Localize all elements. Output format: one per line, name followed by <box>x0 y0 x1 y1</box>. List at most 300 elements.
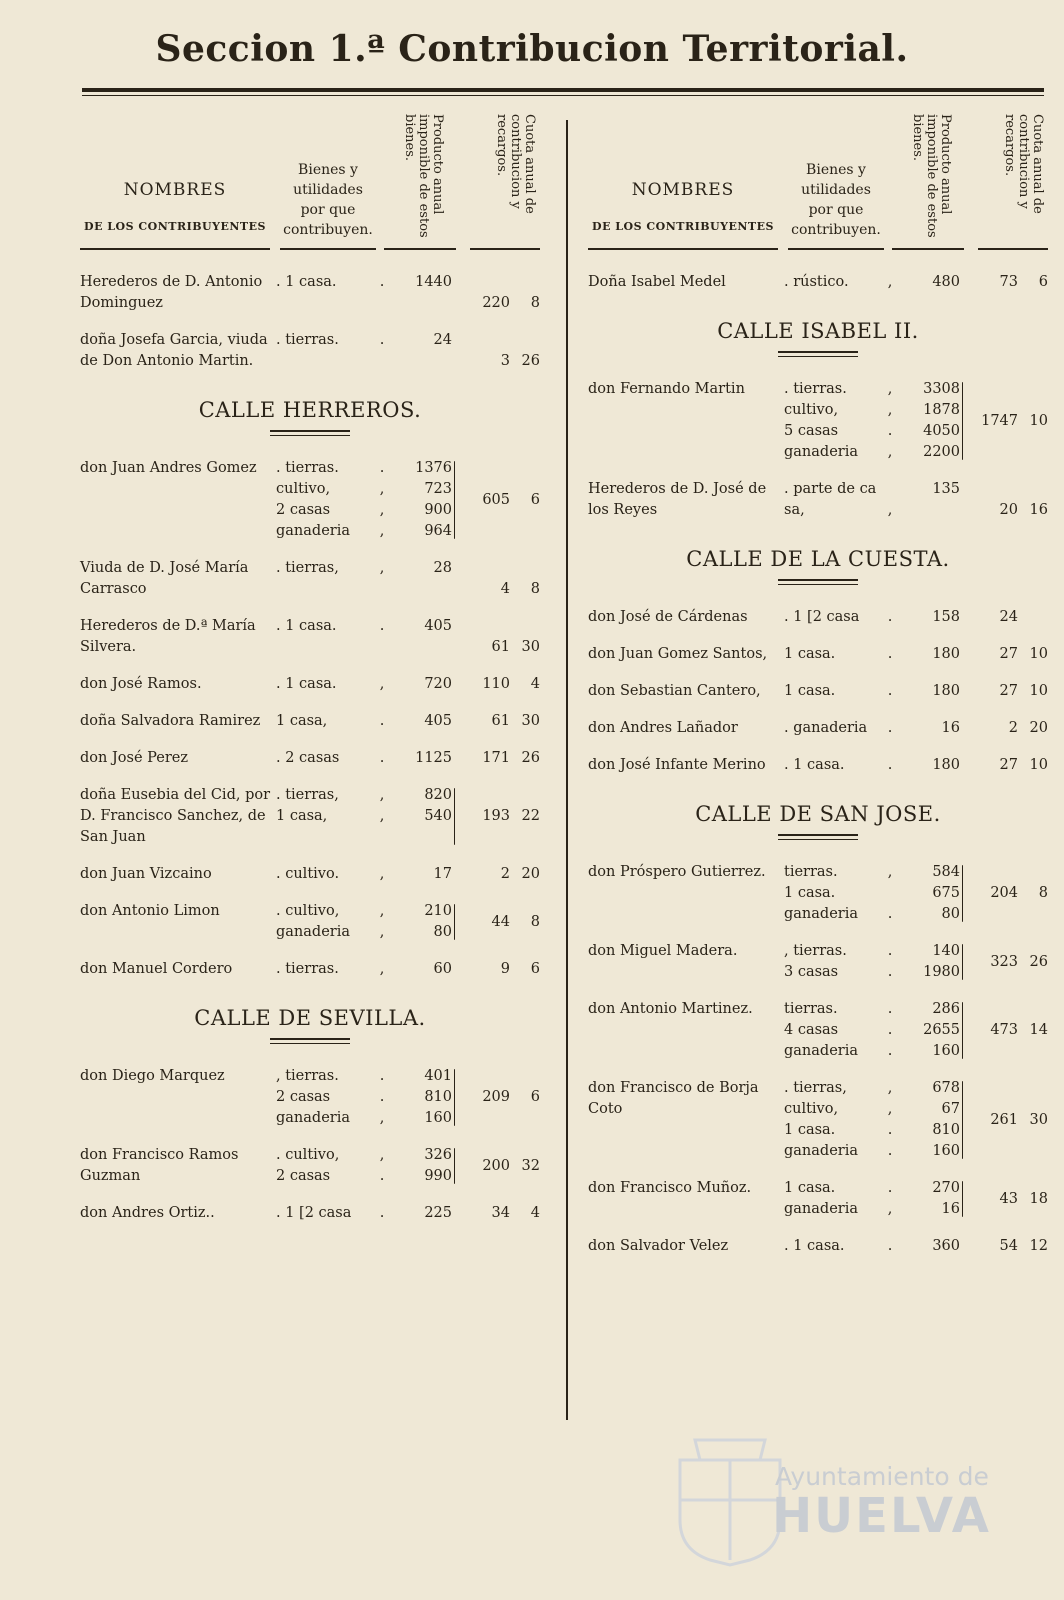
cuota-reales: 2 <box>1008 720 1018 736</box>
property-label: ganaderia <box>784 1043 858 1059</box>
cuota-cell <box>970 941 1048 983</box>
taxpayer-entry <box>588 1078 1048 1162</box>
property-items <box>276 272 390 314</box>
taxpayer-entry <box>80 711 540 732</box>
product-value: 810 <box>424 1089 452 1105</box>
cuota-reales: 9 <box>500 961 510 977</box>
header-underline-1 <box>280 248 376 250</box>
property-label: 4 casas <box>784 1022 839 1038</box>
property-item <box>784 272 898 293</box>
cuota-cell <box>970 681 1048 702</box>
street-heading: CALLE ISABEL II. <box>717 319 919 343</box>
taxpayer-entry <box>80 959 540 980</box>
cuota-reales: 27 <box>999 646 1018 662</box>
product-values <box>390 1066 452 1129</box>
brace <box>960 379 970 463</box>
property-items <box>784 479 898 521</box>
property-label: 5 casas <box>784 423 839 439</box>
property-item <box>276 1203 390 1224</box>
cuota-reales: 2 <box>500 866 510 882</box>
column-header <box>80 100 540 252</box>
property-item <box>784 479 898 500</box>
cuota-cell <box>462 711 540 732</box>
cuota-maravedis: 12 <box>1029 1238 1048 1254</box>
property-item <box>276 616 390 637</box>
property-mark: , <box>887 381 893 397</box>
watermark-line1: Ayuntamiento de <box>775 1462 989 1491</box>
product-value: 810 <box>932 1122 960 1138</box>
taxpayer-name: don Próspero Gutierrez. <box>588 864 766 880</box>
taxpayer-entry <box>80 1203 540 1224</box>
brace <box>960 681 970 702</box>
cuota-cell <box>970 379 1048 463</box>
cuota-maravedis: 8 <box>1038 885 1048 901</box>
header-underline-2 <box>384 248 456 250</box>
cuota-reales: 110 <box>482 676 510 692</box>
cuota-cell <box>970 644 1048 665</box>
property-mark: , <box>887 1080 893 1096</box>
property-item <box>784 1078 898 1099</box>
cuota-cell <box>970 607 1048 628</box>
cuota-cell <box>462 785 540 848</box>
property-item <box>276 479 390 500</box>
property-mark: . <box>887 1238 893 1254</box>
property-label: 1 casa. <box>784 1180 836 1196</box>
product-value: 584 <box>932 864 960 880</box>
cuota-maravedis: 32 <box>521 1157 540 1174</box>
property-mark: , <box>887 502 893 518</box>
product-value: 17 <box>433 866 452 882</box>
cuota-maravedis: 8 <box>530 295 540 311</box>
property-label: . 1 casa. <box>276 676 337 692</box>
cuota-maravedis: 6 <box>530 1089 540 1105</box>
product-values <box>390 458 452 542</box>
product-value: 675 <box>932 885 960 901</box>
property-mark: . <box>887 646 893 662</box>
cuota-reales: 44 <box>491 913 510 930</box>
property-mark: . <box>887 964 893 980</box>
property-label: 1 casa. <box>784 646 836 662</box>
product-values <box>390 674 452 695</box>
property-item <box>276 806 390 827</box>
taxpayer-name: don Miguel Madera. <box>588 943 738 959</box>
brace <box>960 644 970 665</box>
cuota-cell <box>970 1078 1048 1162</box>
street-heading: CALLE DE SEVILLA. <box>194 1006 426 1030</box>
property-item <box>784 681 898 702</box>
header-names-sub: DE LOS CONTRIBUYENTES <box>592 220 774 233</box>
cuota-cell <box>970 1178 1048 1220</box>
taxpayer-name: Viuda de D. José María Carrasco <box>80 560 249 597</box>
product-value: 270 <box>932 1180 960 1196</box>
cuota-reales: 20 <box>999 502 1018 518</box>
product-values <box>390 616 452 658</box>
property-mark: . <box>379 1068 385 1084</box>
brace <box>960 718 970 739</box>
taxpayer-name: don Diego Marquez <box>80 1068 225 1084</box>
property-items <box>276 959 390 980</box>
taxpayer-entry <box>588 681 1048 702</box>
property-item <box>784 1120 898 1141</box>
property-item <box>276 959 390 980</box>
property-mark: , <box>379 808 385 824</box>
cuota-cell <box>462 272 540 314</box>
taxpayer-entry <box>588 941 1048 983</box>
property-mark: . <box>887 1001 893 1017</box>
property-label: . ganaderia <box>784 720 868 736</box>
brace <box>960 1236 970 1257</box>
taxpayer-name: don Antonio Martinez. <box>588 1001 753 1017</box>
property-item <box>784 500 898 521</box>
cuota-cell <box>462 1066 540 1129</box>
page-title: Seccion 1.ª Contribucion Territorial. <box>155 28 909 70</box>
product-values <box>390 864 452 885</box>
property-mark: . <box>887 683 893 699</box>
product-value: 964 <box>424 523 452 539</box>
property-items <box>784 607 898 628</box>
brace <box>960 941 970 983</box>
cuota-maravedis: 6 <box>530 961 540 977</box>
product-values <box>898 607 960 628</box>
property-label: . 1 [2 casa <box>276 1205 352 1221</box>
property-mark: . <box>887 609 893 625</box>
group-spacer <box>588 252 1048 272</box>
header-bienes: Bienes y utilidades por que contribuyen. <box>791 162 881 238</box>
property-items <box>276 711 390 732</box>
property-items <box>276 674 390 695</box>
brace <box>960 862 970 925</box>
taxpayer-entry <box>80 558 540 600</box>
property-mark: . <box>887 757 893 773</box>
cuota-reales: 34 <box>491 1205 510 1221</box>
product-value: 180 <box>932 646 960 662</box>
product-values <box>898 379 960 463</box>
header-underline-3 <box>470 248 540 250</box>
property-items <box>784 941 898 983</box>
product-values <box>898 718 960 739</box>
taxpayer-name: doña Salvadora Ramirez <box>80 713 261 729</box>
header-producto: Producto anual imponible de estos bienes. <box>402 114 445 238</box>
property-item <box>784 1199 898 1220</box>
property-label: . 1 [2 casa <box>784 609 860 625</box>
property-label: ganaderia <box>784 1201 858 1217</box>
property-item <box>276 922 390 943</box>
taxpayer-entry <box>80 458 540 542</box>
property-items <box>784 272 898 293</box>
property-items <box>784 1078 898 1162</box>
taxpayer-name: don José de Cárdenas <box>588 609 748 625</box>
cuota-maravedis: 20 <box>521 866 540 882</box>
header-underline-2 <box>892 248 964 250</box>
cuota-cell <box>462 901 540 943</box>
property-mark: , <box>887 1201 893 1217</box>
property-item <box>276 901 390 922</box>
brace <box>452 1145 462 1187</box>
brace <box>452 1066 462 1129</box>
cuota-maravedis: 18 <box>1029 1190 1048 1207</box>
property-label: ganaderia <box>784 1143 858 1159</box>
property-item <box>276 330 390 351</box>
property-mark: , <box>887 1101 893 1117</box>
property-mark: , <box>379 961 385 977</box>
property-label: ganaderia <box>276 523 350 539</box>
brace <box>960 755 970 776</box>
cuota-reales: 473 <box>990 1022 1018 1038</box>
property-mark: . <box>887 943 893 959</box>
property-label: 2 casas <box>276 502 331 518</box>
taxpayer-name: don Manuel Cordero <box>80 961 233 977</box>
property-label: . tierras, <box>276 560 339 576</box>
product-values <box>390 959 452 980</box>
taxpayer-name: don Andres Ortiz.. <box>80 1205 215 1221</box>
brace <box>452 458 462 542</box>
cuota-cell <box>970 479 1048 521</box>
product-values <box>898 479 960 521</box>
cuota-cell <box>462 616 540 658</box>
product-value: 990 <box>424 1168 452 1184</box>
property-item <box>784 379 898 400</box>
property-mark: , <box>379 523 385 539</box>
property-mark: , <box>379 924 385 940</box>
product-value: 405 <box>424 713 452 729</box>
cuota-maravedis: 16 <box>1029 502 1048 518</box>
property-label: . tierras. <box>784 381 847 397</box>
cuota-reales: 54 <box>999 1238 1018 1254</box>
property-label: . 1 casa. <box>276 618 337 634</box>
brace <box>452 558 462 600</box>
street-ornament <box>778 834 858 840</box>
property-items <box>276 901 390 943</box>
property-items <box>784 718 898 739</box>
product-values <box>898 755 960 776</box>
property-mark: . <box>379 1205 385 1221</box>
product-values <box>390 785 452 848</box>
cuota-cell <box>462 458 540 542</box>
product-value: 180 <box>932 683 960 699</box>
cuota-reales: 209 <box>482 1089 510 1105</box>
product-value: 286 <box>932 1001 960 1017</box>
brace <box>960 1078 970 1162</box>
property-items <box>276 1066 390 1129</box>
brace <box>452 674 462 695</box>
cuota-maravedis: 20 <box>1029 720 1048 736</box>
cuota-reales: 193 <box>482 808 510 824</box>
property-label: ganaderia <box>784 444 858 460</box>
product-values <box>390 1203 452 1224</box>
header-underline-0 <box>588 248 778 250</box>
brace <box>960 272 970 293</box>
property-item <box>784 999 898 1020</box>
header-underline-3 <box>978 248 1048 250</box>
property-mark: , <box>379 787 385 803</box>
property-label: . tierras, <box>276 787 339 803</box>
property-item <box>276 558 390 579</box>
taxpayer-name: don Francisco Ramos Guzman <box>80 1147 239 1184</box>
property-item <box>276 521 390 542</box>
product-value: 360 <box>932 1238 960 1254</box>
taxpayer-name: don José Perez <box>80 750 188 766</box>
property-label: . 1 casa. <box>784 1238 845 1254</box>
cuota-cell <box>970 272 1048 293</box>
property-item <box>784 883 898 904</box>
property-items <box>784 1236 898 1257</box>
property-label: . tierras. <box>276 332 339 348</box>
cuota-cell <box>462 959 540 980</box>
property-item <box>784 862 898 883</box>
cuota-reales: 73 <box>999 274 1018 290</box>
product-values <box>898 1078 960 1162</box>
product-value: 2655 <box>923 1022 960 1038</box>
brace <box>452 1203 462 1224</box>
brace <box>452 330 462 372</box>
product-values <box>898 272 960 293</box>
product-values <box>390 558 452 600</box>
property-item <box>784 1041 898 1062</box>
cuota-cell <box>462 1203 540 1224</box>
title-rule-thin <box>82 95 1044 96</box>
cuota-reales: 61 <box>491 639 510 655</box>
product-value: 723 <box>424 481 452 497</box>
product-value: 1440 <box>415 274 452 290</box>
taxpayer-entry <box>80 901 540 943</box>
header-names-label: NOMBRES <box>631 180 735 200</box>
property-label: , tierras. <box>784 943 847 959</box>
property-mark: . <box>887 720 893 736</box>
property-item <box>276 785 390 806</box>
product-values <box>898 681 960 702</box>
cuota-maravedis: 22 <box>521 808 540 824</box>
property-mark: , <box>379 866 385 882</box>
product-values <box>390 330 452 372</box>
brace <box>960 999 970 1062</box>
product-value: 720 <box>424 676 452 692</box>
property-mark: . <box>379 713 385 729</box>
taxpayer-entry <box>588 1236 1048 1257</box>
product-value: 1125 <box>415 750 452 766</box>
street-ornament <box>778 579 858 585</box>
product-value: 180 <box>932 757 960 773</box>
property-label: . cultivo, <box>276 903 340 919</box>
cuota-maravedis: 26 <box>1029 953 1048 970</box>
property-label: ganaderia <box>276 924 350 940</box>
property-label: . tierras. <box>276 460 339 476</box>
taxpayer-entry <box>588 999 1048 1062</box>
product-values <box>898 1178 960 1220</box>
street-ornament <box>778 351 858 357</box>
property-item <box>784 644 898 665</box>
property-label: . 2 casas <box>276 750 340 766</box>
property-item <box>784 755 898 776</box>
property-label: . parte de ca <box>784 481 877 497</box>
product-values <box>390 711 452 732</box>
cuota-cell <box>970 999 1048 1062</box>
property-label: tierras. <box>784 864 838 880</box>
taxpayer-entry <box>80 864 540 885</box>
property-label: cultivo, <box>784 1101 839 1117</box>
cuota-reales: 605 <box>482 491 510 508</box>
cuota-reales: 24 <box>999 609 1018 625</box>
taxpayer-name: don Juan Vizcaino <box>80 866 212 882</box>
product-value: 67 <box>941 1101 960 1117</box>
property-mark: . <box>887 906 893 922</box>
property-mark: . <box>887 423 893 439</box>
cuota-maravedis: 8 <box>530 913 540 930</box>
property-item <box>784 1141 898 1162</box>
header-underline-0 <box>80 248 270 250</box>
product-value: 210 <box>424 903 452 919</box>
property-label: . tierras, <box>784 1080 847 1096</box>
product-values <box>898 644 960 665</box>
taxpayer-entry <box>588 479 1048 521</box>
product-values <box>390 1145 452 1187</box>
header-names-sub: DE LOS CONTRIBUYENTES <box>84 220 266 233</box>
property-mark: . <box>379 460 385 476</box>
property-items <box>276 785 390 848</box>
taxpayer-entry <box>80 674 540 695</box>
cuota-maravedis: 6 <box>1038 274 1048 290</box>
property-label: ganaderia <box>276 1110 350 1126</box>
property-mark: . <box>887 1022 893 1038</box>
property-item <box>784 1099 898 1120</box>
property-mark: , <box>379 1110 385 1126</box>
title-rule <box>82 88 1044 92</box>
product-value: 28 <box>433 560 452 576</box>
property-mark: . <box>887 1143 893 1159</box>
property-item <box>276 1166 390 1187</box>
street-ornament <box>270 430 350 436</box>
taxpayer-entry <box>588 755 1048 776</box>
cuota-cell <box>462 1145 540 1187</box>
property-item <box>276 1087 390 1108</box>
taxpayer-name: Doña Isabel Medel <box>588 274 726 290</box>
property-item <box>784 607 898 628</box>
property-item <box>276 748 390 769</box>
brace <box>452 959 462 980</box>
cuota-cell <box>970 718 1048 739</box>
property-item <box>784 904 898 925</box>
property-label: 3 casas <box>784 964 839 980</box>
left-column <box>80 100 540 1240</box>
taxpayer-entry <box>80 1145 540 1187</box>
property-items <box>276 1203 390 1224</box>
product-value: 140 <box>932 943 960 959</box>
cuota-reales: 3 <box>500 353 510 369</box>
brace <box>960 479 970 521</box>
taxpayer-name: don Juan Andres Gomez <box>80 460 257 476</box>
product-value: 160 <box>932 1143 960 1159</box>
product-value: 135 <box>932 481 960 497</box>
property-mark: . <box>379 618 385 634</box>
taxpayer-name: don Andres Lañador <box>588 720 738 736</box>
product-value: 1878 <box>923 402 960 418</box>
product-value: 80 <box>941 906 960 922</box>
cuota-maravedis: 8 <box>530 581 540 597</box>
taxpayer-entry <box>588 272 1048 293</box>
taxpayer-entry <box>80 1066 540 1129</box>
property-mark: , <box>379 560 385 576</box>
cuota-reales: 4 <box>500 581 510 597</box>
cuota-maravedis: 10 <box>1029 683 1048 699</box>
header-names-label: NOMBRES <box>123 180 227 200</box>
property-item <box>784 941 898 962</box>
property-label: sa, <box>784 502 805 518</box>
cuota-cell <box>462 748 540 769</box>
street-ornament <box>270 1038 350 1044</box>
taxpayer-entry <box>80 330 540 372</box>
property-item <box>784 1020 898 1041</box>
cuota-cell <box>462 864 540 885</box>
property-mark: , <box>379 502 385 518</box>
